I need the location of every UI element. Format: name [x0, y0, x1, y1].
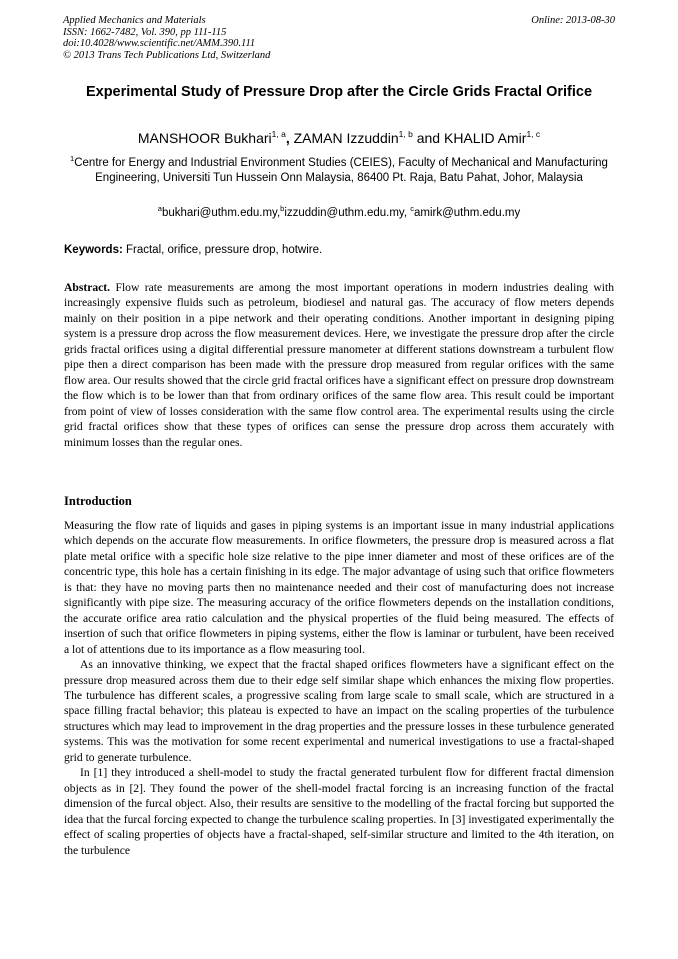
affiliation	[60, 156, 618, 186]
online-date: Online: 2013-08-30	[531, 15, 615, 26]
paragraph: Measuring the flow rate of liquids and gases in piping systems is an important issue in many industrial applications which depends on the accurate flow measurements. In orifice flowmeters, the pressure drop is measured across a flat plate metal orifice with a specific hole size relative to the pipe inner diameter and most of these orifices are of the concentric type, this hole has a certain finishing in its edge. The major advantage of using such that orifice flowmeters is that: they have no moving parts then no maintenance needed and their cost of manufacturing does not increase significantly with pipe size. The measuring accuracy of the orifice flowmeters depends on the installation conditions, the accurate orifice area ratio calculation and the physical properties of the fluid being measured. The effects of insertion of such that orifice flowmeters in piping systems, either the flow is laminar or turbulent, have been received a lot of attentions due to its importance as a flow measuring tool.	[64, 519, 614, 656]
author-affiliation-mark: 1, b	[398, 129, 413, 139]
author-separator: ,	[285, 130, 294, 146]
abstract-label: Abstract.	[64, 281, 111, 294]
email-separator: ,	[403, 207, 411, 219]
section-heading-introduction: Introduction	[64, 494, 132, 508]
author-affiliation-mark: 1, c	[526, 129, 541, 139]
email-mark: b	[280, 204, 285, 213]
email-mark: c	[410, 204, 414, 213]
journal-copyright: © 2013 Trans Tech Publications Ltd, Switzerland	[63, 49, 271, 61]
paragraph: In [1] they introduced a shell-model to study the fractal generated turbulent flow for different fractal dimension objects as in [2]. They found the power of the shell-model fractal forcing is an increasing function of the fractal dimension of the furcal object. Also, their results are sensitive to the modelling of the fractal forcing but supported the idea that the furcal forcing expected to change the turbulence scaling properties. In [3] investigated experimentally the effect of scaling properties of objects have a fractal-shaped, self-similar structure and limited to the 4th iteration, on the turbulence	[64, 766, 614, 857]
keywords-label: Keywords:	[64, 244, 123, 256]
introduction-body	[64, 518, 614, 858]
affiliation-text: Centre for Energy and Industrial Environment Studies (CEIES), Faculty of Mechanical and Manufacturing Engineering, Universiti Tun Hussein Onn Malaysia, 86400 Pt. Raja, Batu Pahat, Johor, Malaysia	[74, 157, 608, 184]
email-list	[60, 206, 618, 221]
journal-info	[63, 15, 270, 61]
email-mark: a	[157, 204, 162, 213]
journal-name: Applied Mechanics and Materials	[63, 15, 206, 26]
author-affiliation-mark: 1, a	[271, 129, 286, 139]
email-address[interactable]: izzuddin@uthm.edu.my	[284, 207, 404, 219]
author-name: ZAMAN Izzuddin	[293, 130, 399, 146]
email-separator: ,	[276, 207, 281, 219]
paper-title: Experimental Study of Pressure Drop after the Circle Grids Fractal Orifice	[85, 84, 593, 100]
author-name: MANSHOOR Bukhari	[137, 130, 272, 146]
author-list	[40, 129, 638, 147]
author-separator: and	[412, 130, 444, 146]
email-address[interactable]: bukhari@uthm.edu.my	[161, 207, 277, 219]
paragraph: As an innovative thinking, we expect that the fractal shaped orifices flowmeters have a significant effect on the pressure drop measured across them due to their edge self similar shape which enhances the mixing flow properties. The turbulence has different scales, a progressive scaling from large scale to small scale, which are structured in a space filling fractal behavior; this plateau is expected to have an impact on the scaling properties of the turbulence structures which may lead to improvement in the drag properties and the pressure losses in these turbulence generated systems. This was the motivation for some recent experimental and numerical investigations to use a fractal-shaped grid to generate turbulence.	[64, 658, 614, 764]
keywords	[64, 243, 614, 258]
abstract	[64, 280, 614, 450]
email-address[interactable]: amirk@uthm.edu.my	[413, 207, 521, 219]
journal-doi: doi:10.4028/www.scientific.net/AMM.390.111	[63, 38, 256, 49]
keywords-text: Fractal, orifice, pressure drop, hotwire.	[122, 244, 323, 256]
author-name: KHALID Amir	[443, 130, 527, 146]
journal-header	[63, 15, 615, 61]
affiliation-mark: 1	[70, 154, 75, 163]
journal-issn: ISSN: 1662-7482, Vol. 390, pp 111-115	[63, 26, 227, 38]
abstract-text: Flow rate measurements are among the most important operations in modern industries dealing with increasingly expensive fluids such as petroleum, biodiesel and natural gas. The accuracy of flow meters depends mainly on their position in a pipe network and their operating conditions. Another important in designing piping system is a pressure drop across the flow measurement devices. Here, we investigate the pressure drop after the circle grids fractal orifices using a digital differential pressure manometer at different stations downstream a turbulent flow pipe then a direct comparison has been made with the pressure drop measured from regular orifices with the same flow area. Our results showed that the circle grid fractal orifices have a significant effect on pressure drop downstream the flow which is to be lower than that from ordinary orifices of the same flow area. This result could be important from point of view of losses consideration with the same flow control area. The experimental results using the circle grid fractal orifices show that these types of orifices can sense the pressure drop across them accurately with minimum losses than the regular ones.	[64, 281, 614, 449]
